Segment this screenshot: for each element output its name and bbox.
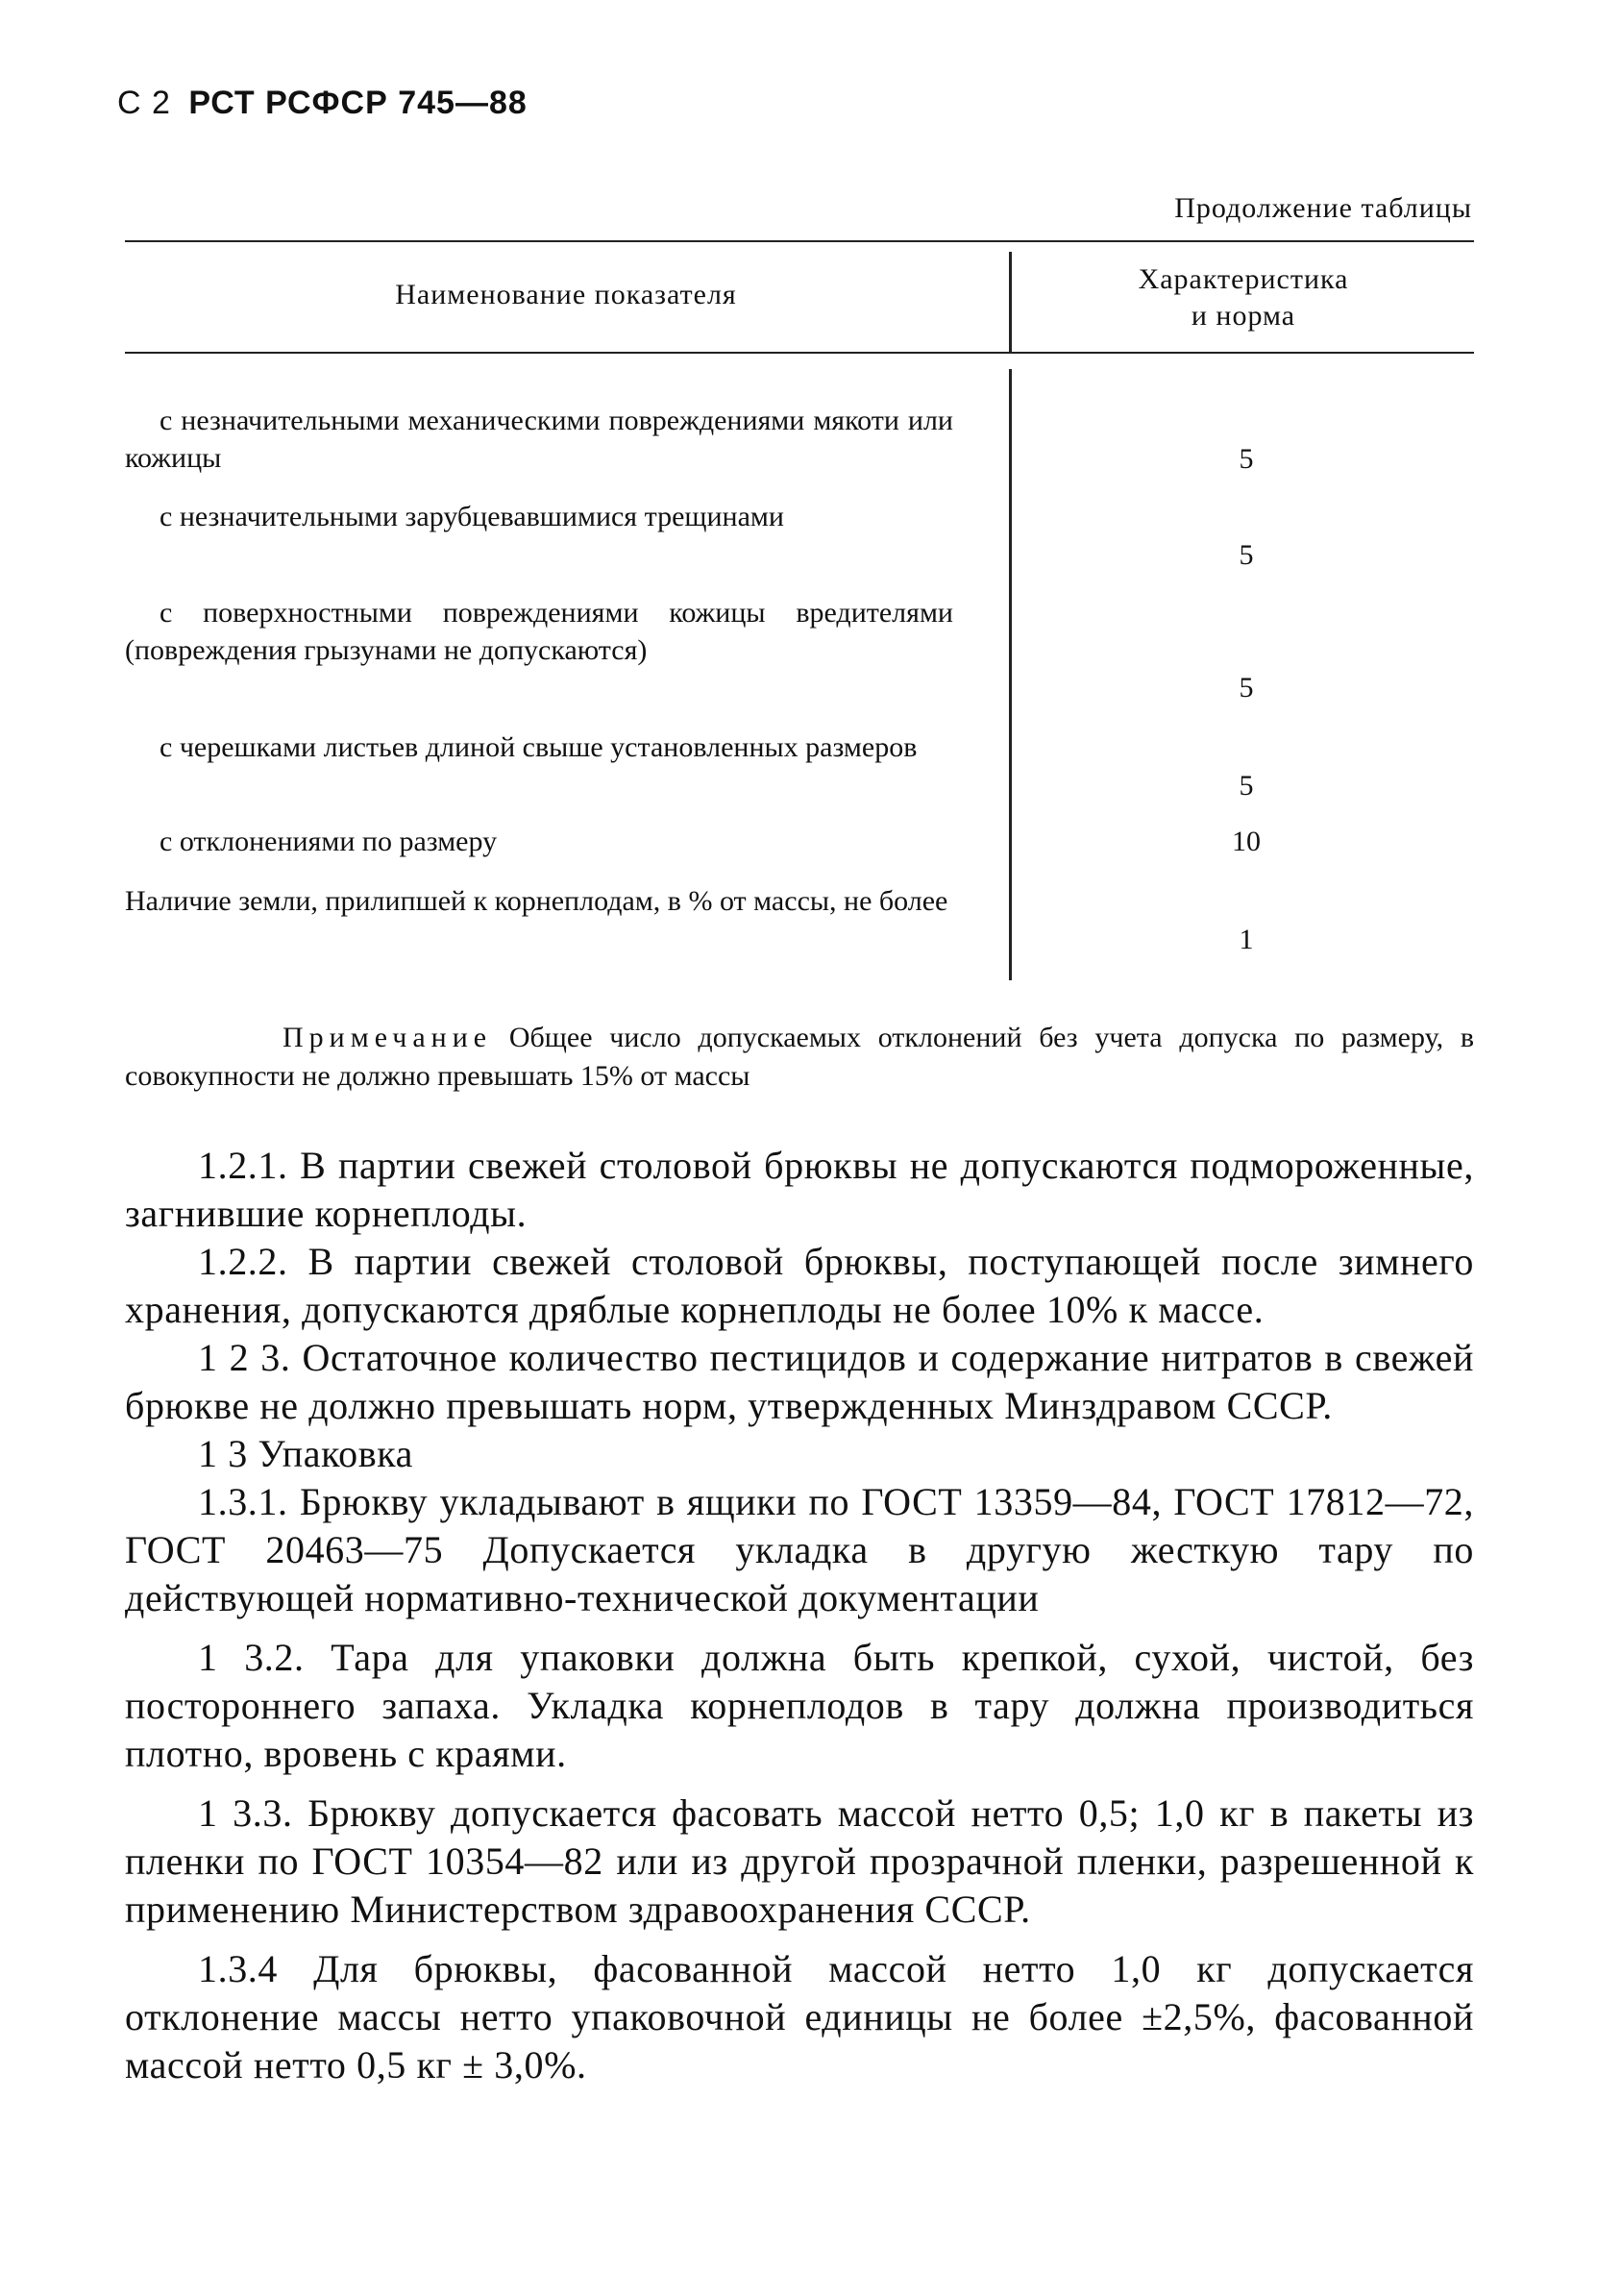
row-name: с черешками листьев длиной свыше установленных размеров	[160, 731, 918, 763]
table-header-rule	[125, 352, 1474, 354]
column-header-value	[1013, 261, 1474, 334]
row-name: с незначительными механическими повреждениями мякоти или кожицы	[125, 405, 953, 474]
row-value: 10	[1232, 826, 1261, 857]
row-value: 5	[1239, 539, 1254, 571]
row-value: 5	[1239, 770, 1254, 802]
table-column-divider-header	[1009, 252, 1012, 352]
column-header-name: Наименование показателя	[395, 279, 737, 310]
paragraph-1-3-3: 1 3.3. Брюкву допускается фасовать массой нетто 0,5; 1,0 кг в пакеты из пленки по ГОСТ 10354—82 или из другой прозрачной пленки, разрешенной к применению Министерством здравоохранения СССР.	[125, 1791, 1474, 1931]
paragraph-1-3-1: 1.3.1. Брюкву укладывают в ящики по ГОСТ 13359—84, ГОСТ 17812—72, ГОСТ 20463—75 Допускается укладка в другую жесткую тару по действующей нормативно-технической документации	[125, 1480, 1474, 1619]
paragraph-1-3-2: 1 3.2. Тара для упаковки должна быть крепкой, сухой, чистой, без постороннего запаха. Укладка корнеплодов в тару должна производиться плотно, вровень с краями.	[125, 1636, 1474, 1775]
table-top-rule	[125, 240, 1474, 242]
row-name: Наличие земли, прилипшей к корнеплодам, в % от массы, не более	[125, 885, 948, 917]
table-note	[125, 1019, 1474, 1096]
table-column-divider-body	[1009, 369, 1012, 980]
paragraph-1-3-4: 1.3.4 Для брюквы, фасованной массой нетто 1,0 кг допускается отклонение массы нетто упаковочной единицы не более ±2,5%, фасованной массой нетто 0,5 кг ± 3,0%.	[125, 1947, 1474, 2086]
row-value: 1	[1239, 924, 1254, 955]
row-name: с отклонениями по размеру	[160, 826, 498, 857]
standard-code: РСТ РСФСР 745—88	[188, 85, 528, 121]
note-label: Примечание	[283, 1022, 493, 1053]
paragraph-1-2-3: 1 2 3. Остаточное количество пестицидов и содержание нитратов в свежей брюкве не должно превышать норм, утвержденных Минздравом СССР.	[125, 1336, 1474, 1427]
page-number: С 2	[117, 85, 171, 121]
paragraph-1-2-2: 1.2.2. В партии свежей столовой брюквы, поступающей после зимнего хранения, допускаются дряблые корнеплоды не более 10% к массе.	[125, 1240, 1474, 1331]
row-value: 5	[1239, 672, 1254, 704]
table-continuation-label: Продолжение таблицы	[1174, 192, 1472, 224]
paragraph-1-2-1: 1.2.1. В партии свежей столовой брюквы не допускаются подмороженные, загнившие корнеплоды.	[125, 1144, 1474, 1235]
row-name: с поверхностными повреждениями кожицы вредителями (повреждения грызунами не допускаются)	[125, 597, 953, 666]
row-name: с незначительными зарубцевавшимися трещинами	[160, 501, 784, 532]
section-heading-packaging: 1 3 Упаковка	[198, 1432, 414, 1475]
column-header-value-line1: Характеристика	[1138, 263, 1349, 295]
body-text	[125, 1142, 1474, 2089]
column-header-value-line2: и норма	[1191, 300, 1296, 332]
row-value: 5	[1239, 443, 1254, 475]
page-header	[117, 85, 528, 122]
note-text: Общее число допускаемых отклонений без учета допуска по размеру, в совокупности не должно превышать 15% от массы	[125, 1022, 1474, 1092]
